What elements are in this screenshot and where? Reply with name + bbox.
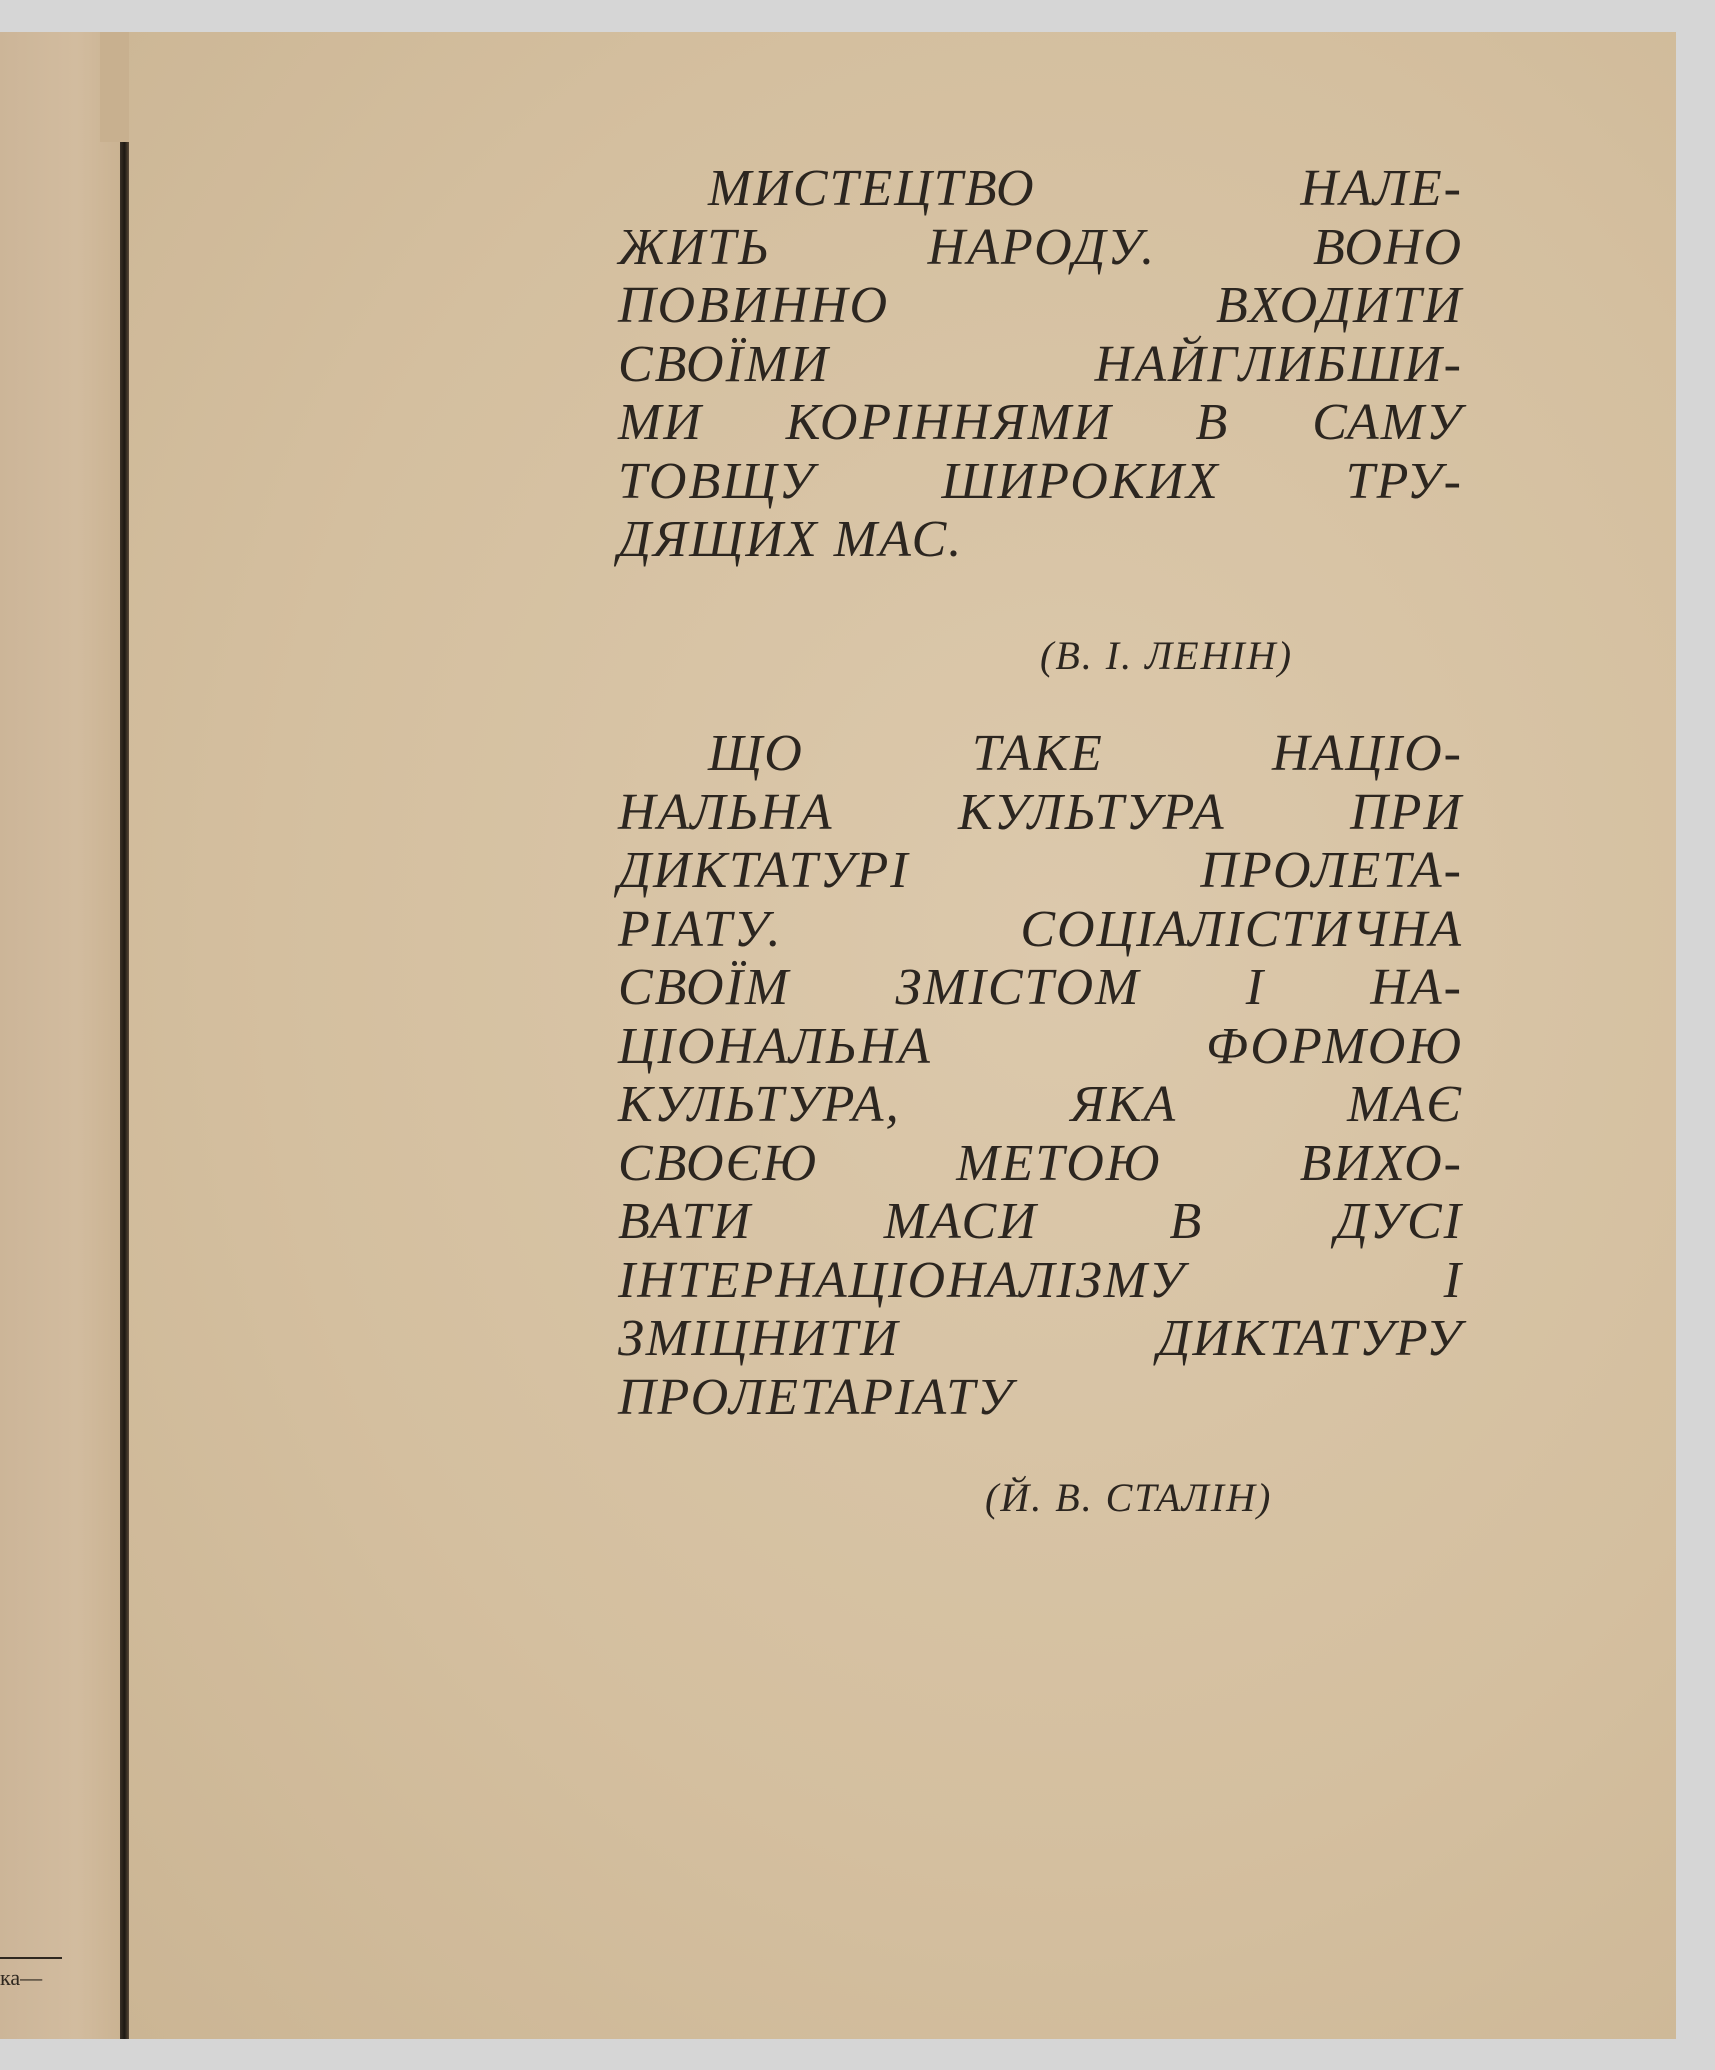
left-page-rule <box>0 1957 62 1959</box>
quote-line: ДИКТАТУРІ ПРОЛЕТА- <box>618 842 1463 899</box>
quote-line: СВОЇМ ЗМІСТОМ І НА- <box>618 959 1463 1016</box>
quote-line: МИСТЕЦТВО НАЛЕ- <box>708 160 1463 217</box>
book-spine <box>120 142 129 2039</box>
quote-line: РІАТУ. СОЦІАЛІСТИЧНА <box>618 900 1463 958</box>
quote-line: НАЛЬНА КУЛЬТУРА ПРИ <box>618 783 1463 841</box>
quote-line: ЩО ТАКЕ НАЦІО- <box>708 725 1463 782</box>
left-page <box>0 32 128 2039</box>
stalin-quote <box>618 725 1463 1427</box>
quote-line: ВАТИ МАСИ В ДУСІ <box>618 1193 1463 1250</box>
left-page-fragment-text: ка— <box>0 1965 43 1990</box>
stalin-attribution: (Й. В. СТАЛІН) <box>985 1475 1273 1520</box>
quote-line: СВОЄЮ МЕТОЮ ВИХО- <box>618 1134 1463 1192</box>
quote-line: ПОВИННО ВХОДИТИ <box>618 277 1463 334</box>
quote-line: ПРОЛЕТАРІАТУ <box>618 1368 1015 1426</box>
quote-line: ТОВЩУ ШИРОКИХ ТРУ- <box>618 452 1463 510</box>
lenin-attribution: (В. І. ЛЕНІН) <box>1040 633 1294 678</box>
quote-line: ЦІОНАЛЬНА ФОРМОЮ <box>618 1017 1463 1075</box>
quote-line: СВОЇМИ НАЙГЛИБШИ- <box>618 335 1463 393</box>
quote-line: МИ КОРІННЯМИ В САМУ <box>618 394 1463 451</box>
quote-line: ДЯЩИХ МАС. <box>618 511 964 568</box>
quote-line: ІНТЕРНАЦІОНАЛІЗМУ І <box>618 1251 1463 1309</box>
left-page-fragment <box>0 1957 62 1991</box>
quote-line: ЖИТЬ НАРОДУ. ВОНО <box>618 218 1463 276</box>
book-spread <box>0 32 1676 2039</box>
quote-line: ЗМІЦНИТИ ДИКТАТУРУ <box>618 1310 1463 1367</box>
lenin-quote <box>618 160 1463 570</box>
quote-line: КУЛЬТУРА, ЯКА МАЄ <box>618 1076 1463 1133</box>
